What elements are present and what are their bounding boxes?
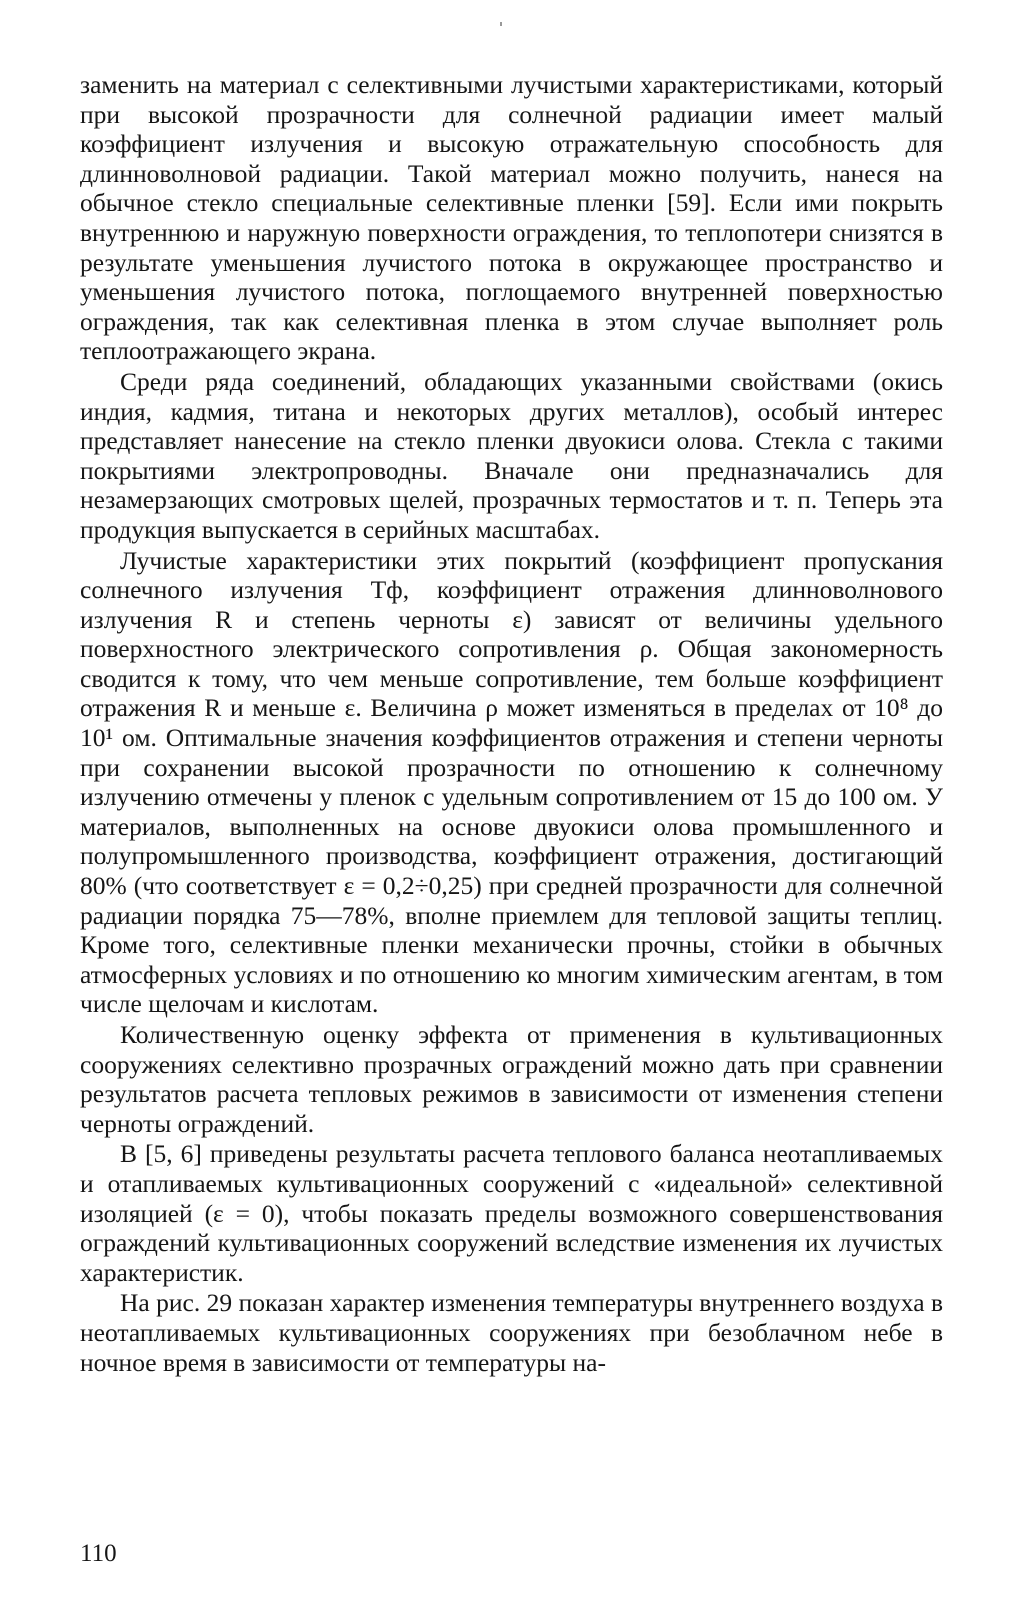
paragraph-5: В [5, 6] приведены результаты расчета теплового баланса неотапливаемых и отапливаемых культивационных сооружений с «идеальной» селективной изоляцией (ε = 0), чтобы показать пределы возможного совершенствования ограждений культивационных сооружений вследствие изменения их лучистых характеристик. (80, 1139, 943, 1287)
paragraph-3: Лучистые характеристики этих покрытий (коэффициент пропускания солнечного излучения Tф, коэффициент отражения длинноволнового излучения R и степень черноты ε) зависят от величины удельного поверхностного электрического сопротивления ρ. Общая закономерность сводится к тому, что чем меньше сопротивление, тем больше коэффициент отражения R и меньше ε. Величина ρ может изменяться в пределах от 10⁸ до 10¹ ом. Оптимальные значения коэффициентов отражения и степени черноты при сохранении высокой прозрачности по отношению к солнечному излучению отмечены у пленок с удельным сопротивлением от 15 до 100 ом. У материалов, выполненных на основе двуокиси олова промышленного и полупромышленного производства, коэффициент отражения, достигающий 80% (что соответствует ε = 0,2÷0,25) при средней прозрачности для солнечной радиации порядка 75—78%, вполне приемлем для тепловой защиты теплиц. Кроме того, селективные пленки механически прочны, стойки в обычных атмосферных условиях и по отношению ко многим химическим агентам, в том числе щелочам и кислотам. (80, 545, 943, 1019)
paragraph-6: На рис. 29 показан характер изменения температуры внутреннего воздуха в неотапливаемых культивационных сооружениях при безоблачном небе в ночное время в зависимости от температуры на- (80, 1288, 943, 1377)
page-body (80, 70, 943, 1378)
paragraph-2: Среди ряда соединений, обладающих указанными свойствами (окись индия, кадмия, титана и некоторых других металлов), особый интерес представляет нанесение на стекло пленки двуокиси олова. Стекла с такими покрытиями электропроводны. Вначале они предназначались для незамерзающих смотровых щелей, прозрачных термостатов и т. п. Теперь эта продукция выпускается в серийных масштабах. (80, 366, 943, 544)
page-number: 110 (80, 1540, 117, 1567)
paragraph-1: заменить на материал с селективными лучистыми характеристиками, который при высокой прозрачности для солнечной радиации имеет малый коэффициент излучения и высокую отражательную способность для длинноволновой радиации. Такой материал можно получить, нанеся на обычное стекло специальные селективные пленки [59]. Если ими покрыть внутреннюю и наружную поверхности ограждения, то теплопотери снизятся в результате уменьшения лучистого потока в окружающее пространство и уменьшения лучистого потока, поглощаемого внутренней поверхностью ограждения, так как селективная пленка в этом случае выполняет роль теплоотражающего экрана. (80, 70, 943, 366)
paragraph-4: Количественную оценку эффекта от применения в культивационных сооружениях селективно прозрачных ограждений можно дать при сравнении результатов расчета тепловых режимов в зависимости от изменения степени черноты ограждений. (80, 1020, 943, 1138)
scan-mark (500, 22, 502, 26)
